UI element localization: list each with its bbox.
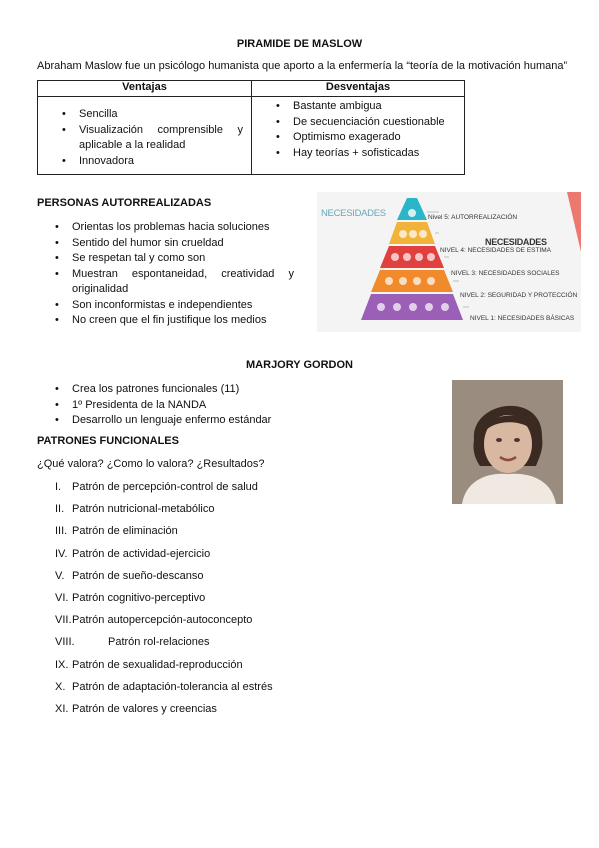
list-item: • Desarrollo un lenguaje enfermo estándar <box>72 413 372 429</box>
autorrealizadas-list <box>72 220 294 329</box>
list-text: Patrón de adaptación-tolerancia al estrés <box>72 680 273 693</box>
list-text: Patrón de valores y creencias <box>72 702 217 715</box>
ventajas-cell <box>38 97 252 175</box>
list-number: V. <box>55 569 65 582</box>
list-number: VIII. <box>55 636 75 649</box>
maslow-pyramid-image <box>317 192 581 332</box>
autorrealizadas-heading: PERSONAS AUTORREALIZADAS <box>37 197 212 209</box>
list-text: Patrón rol-relaciones <box>108 636 210 649</box>
list-text: Patrón autopercepción-autoconcepto <box>72 614 253 627</box>
list-number: IX. <box>55 658 69 671</box>
list-text: Patrón de percepción-control de salud <box>72 481 258 493</box>
list-item: • Innovadora <box>79 154 243 170</box>
list-item: • Son inconformistas e independientes <box>72 298 294 314</box>
list-number: VII. <box>55 614 72 627</box>
list-text: Patrón de eliminación <box>72 525 178 538</box>
desventajas-cell <box>252 97 465 175</box>
pyramid-level-3: NIVEL 3: NECESIDADES SOCIALES <box>451 270 560 277</box>
list-number: II. <box>55 503 65 516</box>
pyramid-left-label: NECESIDADES <box>321 208 386 219</box>
list-number: IV. <box>55 547 68 560</box>
list-item: • Se respetan tal y como son <box>72 251 294 267</box>
list-number: VI. <box>55 591 69 604</box>
page-title: PIRAMIDE DE MASLOW <box>236 38 363 50</box>
pyramid-level-5: Nivel 5: AUTORREALIZACIÓN <box>428 214 518 221</box>
maslow-intro: Abraham Maslow fue un psicólogo humanista que aporto a la enfermería la “teoría de la motivación humana” <box>37 60 568 72</box>
list-text: Patrón de sueño-descanso <box>72 569 204 582</box>
pyramid-level-1: NIVEL 1: NECESIDADES BÁSICAS <box>470 315 575 322</box>
desventajas-header: Desventajas <box>252 81 465 97</box>
list-text: Patrón cognitivo-perceptivo <box>72 591 206 604</box>
list-item: • Hay teorías + sofisticadas <box>293 146 464 162</box>
gordon-title: MARJORY GORDON <box>246 359 353 371</box>
list-text: Patrón nutricional-metabólico <box>72 503 215 516</box>
ventajas-desventajas-table <box>37 80 465 175</box>
list-item: • Orientas los problemas hacia soluciones <box>72 220 294 236</box>
list-item: • Muestran espontaneidad, creatividad y originalidad <box>72 267 294 298</box>
pyramid-level-2: NIVEL 2: SEGURIDAD Y PROTECCIÓN <box>460 292 578 299</box>
pyramid-level-4: NIVEL 4: NECESIDADES DE ESTIMA <box>440 247 552 254</box>
gordon-portrait-photo <box>452 380 563 504</box>
list-item: • Sentido del humor sin crueldad <box>72 236 294 252</box>
list-number: XI. <box>55 702 69 715</box>
list-number: X. <box>55 680 66 693</box>
pyramid-right-label: NECESIDADES <box>485 237 547 247</box>
list-item: • Sencilla <box>79 107 243 123</box>
list-item: • No creen que el fin justifique los medios <box>72 313 294 329</box>
gordon-list <box>72 382 372 429</box>
list-text: Patrón de sexualidad-reproducción <box>72 658 243 671</box>
list-number: I. <box>55 481 62 493</box>
list-item: • Crea los patrones funcionales (11) <box>72 382 372 398</box>
list-number: III. <box>55 525 68 538</box>
list-text: Patrón de actividad-ejercicio <box>72 547 211 560</box>
list-item: • Bastante ambigua <box>293 99 464 115</box>
list-item: • Optimismo exagerado <box>293 130 464 146</box>
list-item: • Visualización comprensible y aplicable a la realidad <box>79 123 243 154</box>
list-item: • 1º Presidenta de la NANDA <box>72 398 372 414</box>
ventajas-header: Ventajas <box>38 81 252 97</box>
patrones-questions: ¿Qué valora? ¿Como lo valora? ¿Resultados? <box>37 458 265 470</box>
patrones-heading: PATRONES FUNCIONALES <box>37 435 179 447</box>
list-item: • De secuenciación cuestionable <box>293 115 464 131</box>
